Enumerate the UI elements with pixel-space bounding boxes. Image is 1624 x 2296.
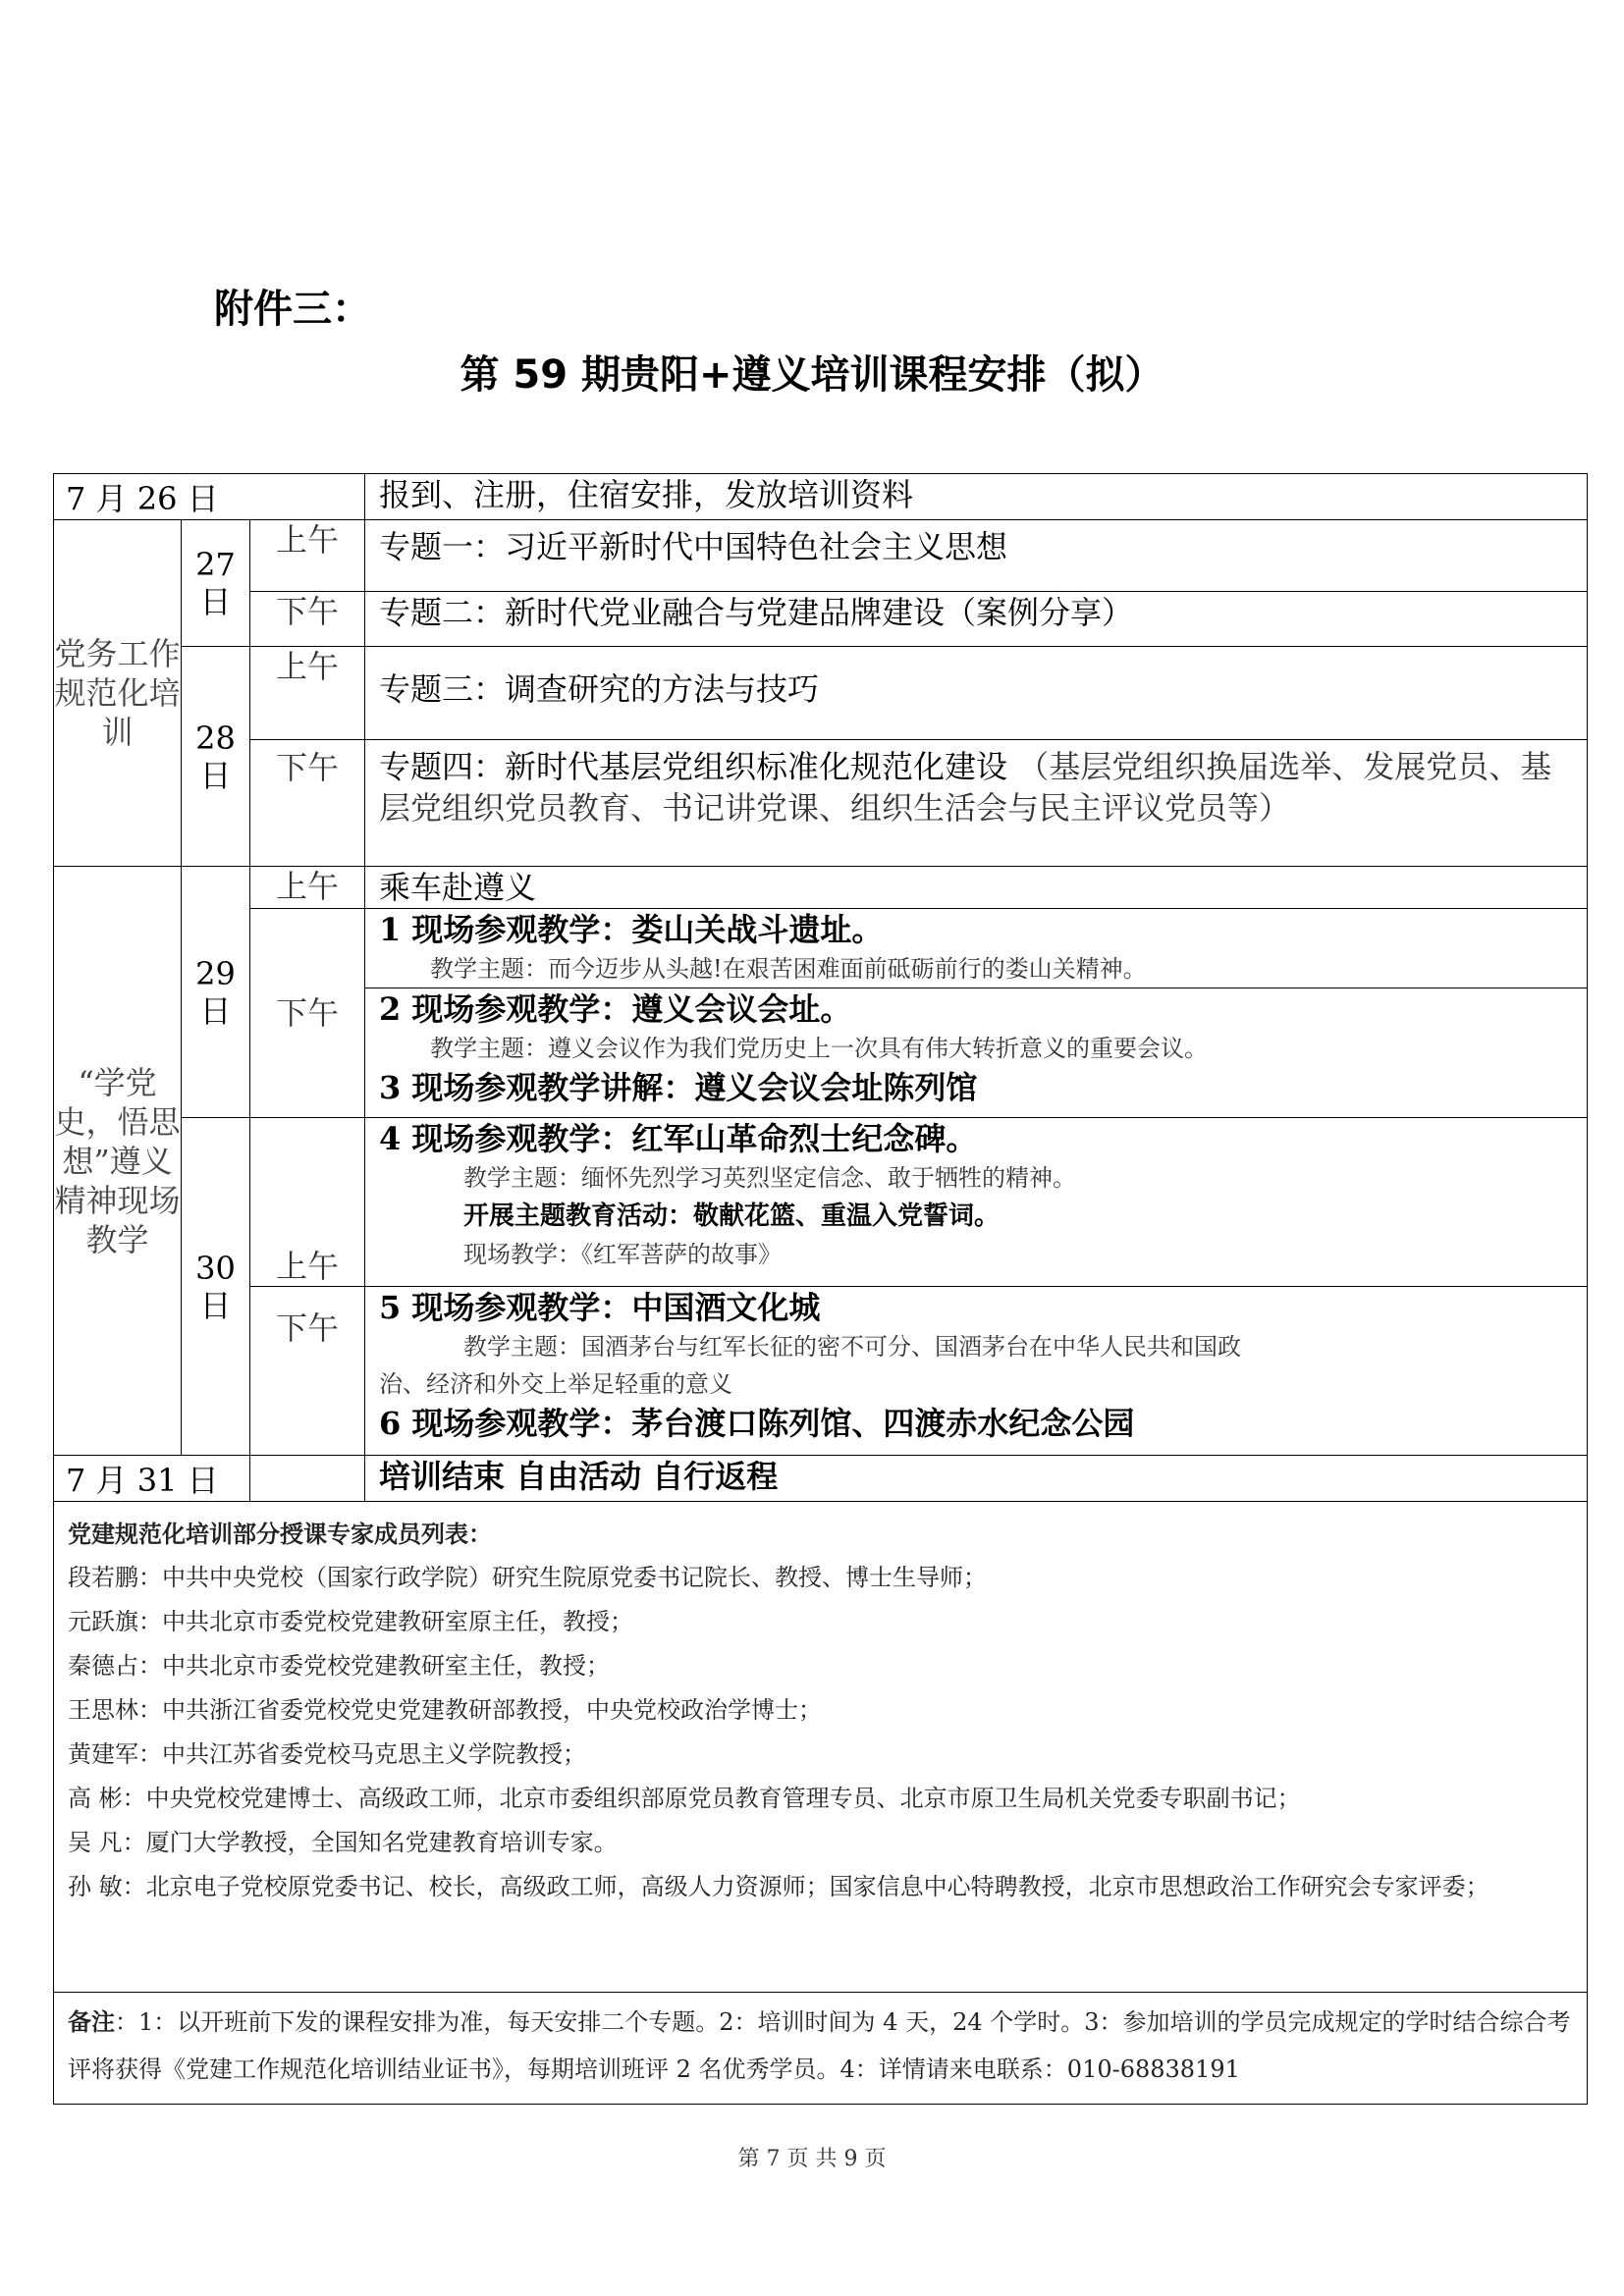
row-28-am [54,647,1588,740]
row-27-am [54,520,1588,592]
pm-label-28: 下午 [250,740,365,867]
date-jul31: 7 月 31 日 [54,1456,250,1502]
expert-item: 孙 敏：北京电子党校原党委书记、校长，高级政工师，高级人力资源师；国家信息中心特聘教授，北京市思想政治工作研究会专家评委； [68,1873,1489,1900]
item-3-title: 3 现场参观教学讲解：遵义会议会址陈列馆 [379,1069,978,1106]
content-jul26: 报到、注册，住宿安排，发放培训资料 [365,474,1588,520]
item-4-theme: 教学主题：缅怀先烈学习英烈坚定信念、敢于牺牲的精神。 [463,1164,1076,1192]
schedule-table [53,473,1588,2105]
topic-27-pm: 专题二：新时代党业融合与党建品牌建设（案例分享） [365,592,1588,647]
expert-item: 王思林：中共浙江省委党校党史党建教研部教授，中央党校政治学博士； [68,1696,822,1724]
topic-28-pm-desc: （基层党组织换届选举、发展党员、基层党组织党员教育、书记讲党课、组织生活会与民主评议党员等） [379,748,1552,827]
pm-label-30: 下午 [250,1287,365,1456]
am-label-27: 上午 [250,520,365,592]
item-5-theme-a: 教学主题：国酒茅台与红军长征的密不可分、国酒茅台在中华人民共和国政 [463,1333,1241,1361]
expert-item: 高 彬：中央党校党建博士、高级政工师，北京市委组织部原党员教育管理专员、北京市原卫生局机关党委专职副书记； [68,1785,1301,1812]
expert-item: 段若鹏：中共中央党校（国家行政学院）研究生院原党委书记院长、教授、博士生导师； [68,1564,987,1591]
item-4-title: 4 现场参观教学：红军山革命烈士纪念碑。 [379,1120,978,1157]
item-1-title: 1 现场参观教学：娄山关战斗遗址。 [379,911,884,948]
am-label-30: 上午 [250,1118,365,1287]
day-28-label: 28日 [182,647,250,867]
attachment-label: 附件三： [214,287,371,332]
pm-label-27: 下午 [250,592,365,647]
row-27-pm [54,592,1588,647]
topic-27-am: 专题一：习近平新时代中国特色社会主义思想 [365,520,1588,592]
am-label-29: 上午 [250,867,365,909]
topic-28-pm [365,740,1588,867]
item-4-activity: 开展主题教育活动：敬献花篮、重温入党誓词。 [463,1201,1001,1231]
topic-28-am: 专题三：调查研究的方法与技巧 [365,647,1588,740]
notes-text: ：1：以开班前下发的课程安排为准，每天安排二个专题。2：培训时间为 4 天，24 个学时。3：参加培训的学员完成规定的学时结合综合考评将获得《党建工作规范化培训结业证书》，每期培训班评 2 名优秀学员。4：详情请来电联系：010-68838191 [68,2008,1571,2083]
am-label-28: 上午 [250,647,365,740]
date-jul26: 7 月 26 日 [54,474,365,520]
empty-cell-jul31 [250,1456,365,1502]
content-jul31: 培训结束 自由活动 自行返程 [365,1456,1588,1502]
expert-item: 元跃旗：中共北京市委党校党建教研室原主任，教授； [68,1608,633,1635]
section-party-affairs-label: 党务工作规范化培训 [54,520,182,867]
notes-label: 备注 [68,2007,115,2036]
expert-item: 吴 凡：厦门大学教授，全国知名党建教育培训专家。 [68,1829,618,1856]
row-30-am [54,1118,1588,1287]
row-jul26 [54,474,1588,520]
item-4-onsite: 现场教学：《红军菩萨的故事》 [463,1241,782,1268]
content-29-pm [365,909,1588,1118]
row-29-am [54,867,1588,909]
row-28-pm [54,740,1588,867]
section-zunyi-label: “学党史，悟思想”遵义精神现场教学 [54,867,182,1456]
day-29-label: 29日 [182,867,250,1118]
content-29-am: 乘车赴遵义 [365,867,1588,909]
page-footer: 第 7 页 共 9 页 [737,2147,887,2171]
notes-cell [54,1993,1588,2105]
content-30-am [365,1118,1588,1287]
item-2-title: 2 现场参观教学：遵义会议会址。 [365,988,1587,1030]
expert-item: 秦德占：中共北京市委党校党建教研室主任，教授； [68,1652,610,1680]
row-29-pm [54,909,1588,1118]
item-2-theme: 教学主题：遵义会议作为我们党历史上一次具有伟大转折意义的重要会议。 [430,1035,1208,1062]
row-experts [54,1502,1588,1993]
experts-heading: 党建规范化培训部分授课专家成员列表： [68,1520,492,1548]
item-5-title: 5 现场参观教学：中国酒文化城 [379,1289,821,1326]
topic-28-pm-title: 专题四：新时代基层党组织标准化规范化建设 [379,748,1008,785]
day-30-label: 30日 [182,1118,250,1456]
page-title: 第 59 期贵阳+遵义培训课程安排（拟） [460,352,1164,398]
content-30-pm [365,1287,1588,1456]
row-jul31 [54,1456,1588,1502]
pm-label-29: 下午 [250,909,365,1118]
item-6-title: 6 现场参观教学：茅台渡口陈列馆、四渡赤水纪念公园 [379,1405,1135,1442]
row-notes [54,1993,1588,2105]
item-5-theme-b: 治、经济和外交上举足轻重的意义 [379,1370,732,1398]
row-30-pm [54,1287,1588,1456]
experts-cell [54,1502,1588,1993]
expert-item: 黄建军：中共江苏省委党校马克思主义学院教授； [68,1740,586,1768]
day-27-label: 27日 [182,520,250,647]
item-1-theme: 教学主题：而今迈步从头越!在艰苦困难面前砥砺前行的娄山关精神。 [430,955,1147,983]
